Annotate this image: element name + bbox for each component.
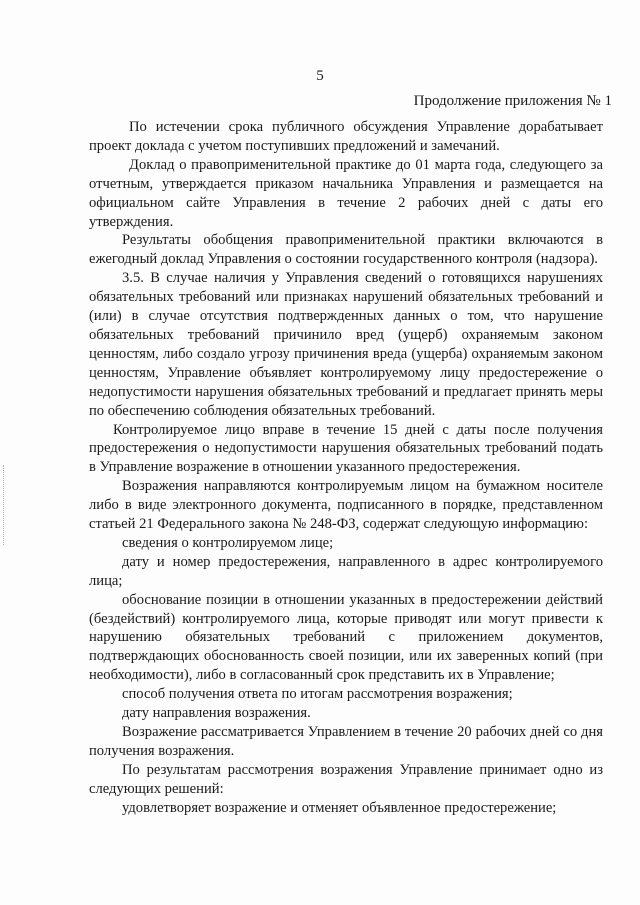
list-item-position-justification: обоснование позиции в отношении указанных в предостережении действий (бездействий) контролируемого лица, которые приводят или могут привести к нарушению обязательных требований с приложением документов, подтверждающих обоснованность своей позиции, или их заверенных копий (при необходимости), либо в согласованный срок представить их в Управление; xyxy=(89,591,603,684)
paragraph-warning-clause: 3.5. В случае наличия у Управления сведений о готовящихся нарушениях обязательных требований или признаках нарушений обязательных требований и (или) в случае отсутствия подтвержденных данных о том, что нарушение обязательных требований причинило вред (ущерб) охраняемым законом ценностям, либо создало угрозу причинения вреда (ущерба) охраняемым законом ценностям, Управление объявляет контролируемому лицу предостережение о недопустимости нарушения обязательных требований и предлагает принять меры по обеспечению соблюдения обязательных требований. xyxy=(89,270,603,419)
paragraph-results-summary: Результаты обобщения правоприменительной практики включаются в ежегодный доклад Управления о состоянии государственного контроля (надзора). xyxy=(89,232,603,268)
paragraph-objection-right: Контролируемое лицо вправе в течение 15 дней с даты после получения предостережения о недопустимости нарушения обязательных требований подать в Управление возражение в отношении указанного предостережения. xyxy=(89,421,603,476)
list-item-warning-date: дату и номер предостережения, направленного в адрес контролируемого лица; xyxy=(89,553,603,589)
document-body xyxy=(89,118,603,818)
paragraph-review-period: Возражение рассматривается Управлением в течение 20 рабочих дней со дня получения возражения. xyxy=(89,724,603,759)
paragraph-review-decisions: По результатам рассмотрения возражения Управление принимает одно из следующих решений: xyxy=(89,761,603,797)
paragraph-objection-content: Возражения направляются контролируемым лицом на бумажном носителе либо в виде электронного документа, подписанного в порядке, представленном статьей 21 Федерального закона № 248-ФЗ, содержат следующую информацию: xyxy=(89,478,603,533)
list-item-response-method: способ получения ответа по итогам рассмотрения возражения; xyxy=(122,686,513,703)
paragraph-report-approval: Доклад о правоприменительной практике до 01 марта года, следующего за отчетным, утверждается приказом начальника Управления и размещается на официальном сайте Управления в течение 2 рабочих дней с даты его утверждения. xyxy=(89,156,603,230)
scan-margin-artifact xyxy=(3,465,6,545)
paragraph-report-finalization: По истечении срока публичного обсуждения Управление дорабатывает проект доклада с учетом поступивших предложений и замечаний. xyxy=(89,119,603,154)
list-item-objection-date: дату направления возражения. xyxy=(122,705,311,722)
list-item-person-info: сведения о контролируемом лице; xyxy=(122,534,334,551)
page-number: 5 xyxy=(316,68,324,84)
appendix-continuation-note: Продолжение приложения № 1 xyxy=(413,93,612,109)
list-item-decision-satisfy: удовлетворяет возражение и отменяет объявленное предостережение; xyxy=(122,799,557,816)
